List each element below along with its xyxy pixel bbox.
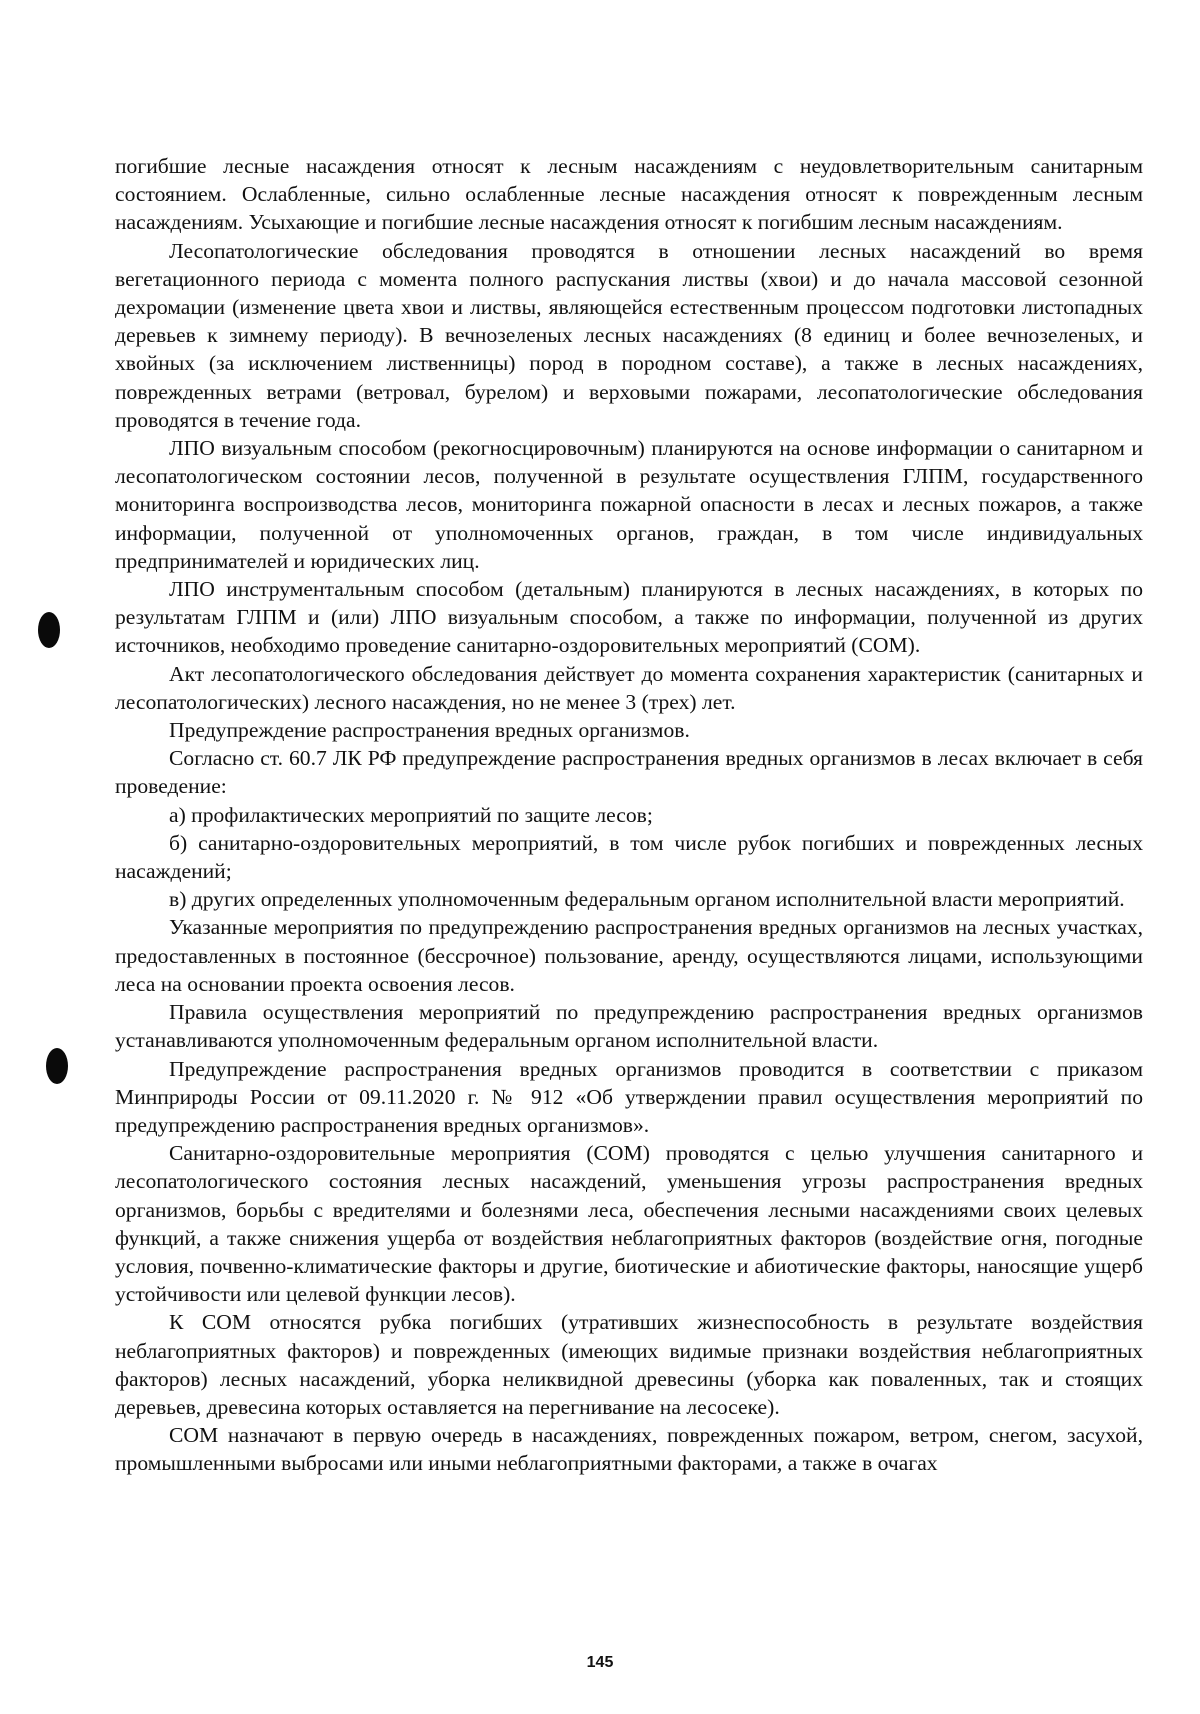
page-number: 145 bbox=[586, 1654, 614, 1671]
list-item: в) других определенных уполномоченным федеральным органом исполнительной власти мероприятий. bbox=[169, 887, 1125, 912]
paragraph: Указанные мероприятия по предупреждению распространения вредных организмов на лесных участках, предоставленных в постоянное (бессрочное) пользование, аренду, осуществляются лицами, использующими леса на основании проекта освоения лесов. bbox=[115, 915, 1143, 996]
paragraph: погибшие лесные насаждения относят к лесным насаждениям с неудовлетворительным санитарным состоянием. Ослабленные, сильно ослабленные лесные насаждения относят к поврежденным лесным насаждениям. Усыхающие и погибшие лесные насаждения относят к погибшим лесным насаждениям. bbox=[115, 154, 1143, 235]
paragraph: Лесопатологические обследования проводятся в отношении лесных насаждений во время вегетационного периода с момента полного распускания листвы (хвои) и до начала массовой сезонной дехромации (изменение цвета хвои и листвы, являющейся естественным процессом подготовки листопадных деревьев к зимнему периоду). В вечнозеленых лесных насаждениях (8 единиц и более вечнозеленых, и хвойных (за исключением лиственницы) пород в породном составе), а также в лесных насаждениях, поврежденных ветрами (ветровал, бурелом) и верховыми пожарами, лесопатологические обследования проводятся в течение года. bbox=[115, 238, 1143, 432]
paragraph: ЛПО визуальным способом (рекогносцировочным) планируются на основе информации о санитарном и лесопатологическом состоянии лесов, полученной в результате осуществления ГЛПМ, государственного мониторинга воспроизводства лесов, мониторинга пожарной опасности в лесах и лесных пожаров, а также информации, полученной от уполномоченных органов, граждан, в том числе индивидуальных предпринимателей и юридических лиц. bbox=[115, 436, 1143, 573]
paragraph: Правила осуществления мероприятий по предупреждению распространения вредных организмов устанавливаются уполномоченным федеральным органом исполнительной власти. bbox=[115, 1000, 1143, 1053]
section-heading: Предупреждение распространения вредных организмов. bbox=[169, 718, 690, 743]
body-text bbox=[115, 152, 1143, 1478]
list-item: б) санитарно-оздоровительных мероприятий, в том числе рубок погибших и поврежденных лесных насаждений; bbox=[115, 830, 1143, 884]
paragraph: К СОМ относятся рубка погибших (утративших жизнеспособность в результате воздействия неблагоприятных факторов) и поврежденных (имеющих видимые признаки воздействия неблагоприятных факторов) лесных насаждений, уборка неликвидной древесины (уборка как поваленных, так и стоящих деревьев, древесина которых оставляется на перегнивание на лесосеке). bbox=[115, 1310, 1143, 1419]
paragraph: Предупреждение распространения вредных организмов проводится в соответствии с приказом Минприроды России от 09.11.2020 г. № 912 «Об утверждении правил осуществления мероприятий по предупреждению распространения вредных организмов». bbox=[115, 1056, 1143, 1137]
punch-hole-bottom bbox=[46, 1048, 68, 1084]
list-item: а) профилактических мероприятий по защите лесов; bbox=[169, 802, 653, 827]
paragraph: Акт лесопатологического обследования действует до момента сохранения характеристик (санитарных и лесопатологических) лесного насаждения, но не менее 3 (трех) лет. bbox=[115, 661, 1143, 714]
paragraph: СОМ назначают в первую очередь в насаждениях, поврежденных пожаром, ветром, снегом, засухой, промышленными выбросами или иными неблагоприятными факторами, а также в очагах bbox=[115, 1423, 1143, 1476]
paragraph: Санитарно-оздоровительные мероприятия (СОМ) проводятся с целью улучшения санитарного и лесопатологического состояния лесных насаждений, уменьшения угрозы распространения вредных организмов, борьбы с вредителями и болезнями леса, обеспечения лесными насаждениями своих целевых функций, а также снижения ущерба от воздействия неблагоприятных факторов (воздействие огня, погодные условия, почвенно-климатические факторы и другие, биотические и абиотические факторы, наносящие ущерб устойчивости или целевой функции лесов). bbox=[115, 1141, 1143, 1307]
punch-hole-top bbox=[38, 612, 60, 648]
paragraph: Согласно ст. 60.7 ЛК РФ предупреждение распространения вредных организмов в лесах включает в себя проведение: bbox=[115, 746, 1143, 799]
paragraph: ЛПО инструментальным способом (детальным) планируются в лесных насаждениях, в которых по результатам ГЛПМ и (или) ЛПО визуальным способом, а также по информации, полученной из других источников, необходимо проведение санитарно-оздоровительных мероприятий (СОМ). bbox=[115, 577, 1143, 658]
